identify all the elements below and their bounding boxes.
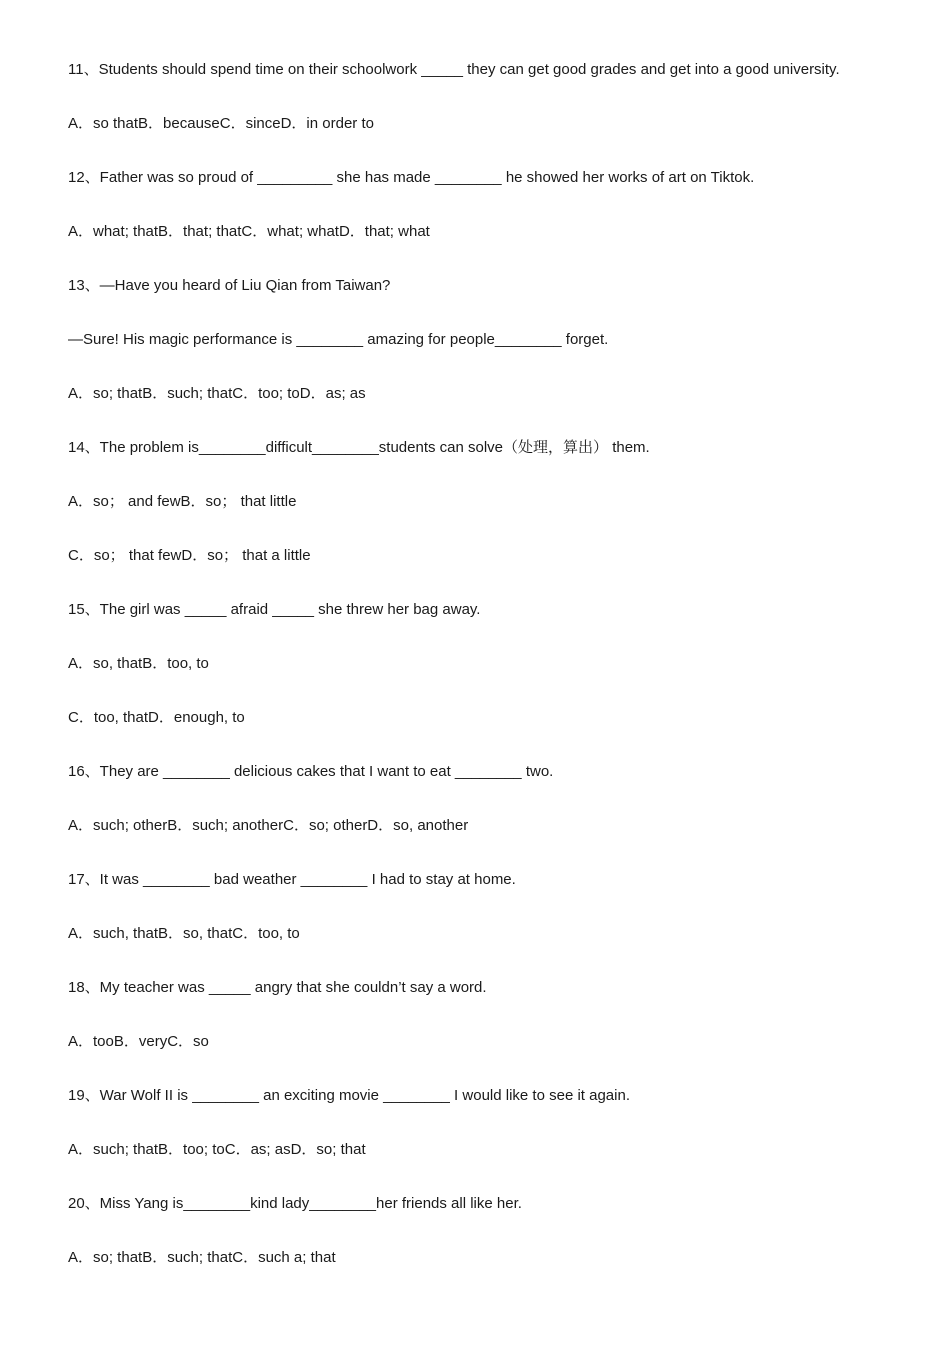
- options-13: A．so; thatB．such; thatC．too; toD．as; as: [68, 385, 366, 402]
- question-13-reply: —Sure! His magic performance is ________ amazing for people________ forget.: [68, 331, 609, 348]
- question-17: 17、It was ________ bad weather ________ I had to stay at home.: [68, 871, 516, 888]
- options-15-ab: A．so, thatB．too, to: [68, 655, 209, 672]
- question-20: 20、Miss Yang is________kind lady________her friends all like her.: [68, 1195, 522, 1212]
- options-14-ab: A．so； and fewB．so； that little: [68, 493, 297, 510]
- options-15-cd: C．too, thatD．enough, to: [68, 709, 245, 726]
- question-13: 13、—Have you heard of Liu Qian from Taiwan?: [68, 277, 391, 294]
- question-19: 19、War Wolf II is ________ an exciting movie ________ I would like to see it again.: [68, 1087, 630, 1104]
- question-15: 15、The girl was _____ afraid _____ she threw her bag away.: [68, 601, 481, 618]
- options-12: A．what; thatB．that; thatC．what; whatD．that; what: [68, 223, 430, 240]
- question-18: 18、My teacher was _____ angry that she couldn’t say a word.: [68, 979, 487, 996]
- options-11: A．so thatB．becauseC．sinceD．in order to: [68, 115, 374, 132]
- question-14: 14、The problem is________difficult________students can solve（处理，算出） them.: [68, 439, 650, 456]
- question-16: 16、They are ________ delicious cakes that I want to eat ________ two.: [68, 763, 554, 780]
- options-20: A．so; thatB．such; thatC．such a; that: [68, 1249, 336, 1266]
- question-12: 12、Father was so proud of _________ she has made ________ he showed her works of art on Tiktok.: [68, 169, 755, 186]
- options-16: A．such; otherB．such; anotherC．so; otherD．so, another: [68, 817, 469, 834]
- options-14-cd: C．so； that fewD．so； that a little: [68, 547, 311, 564]
- options-18: A．tooB．veryC．so: [68, 1033, 209, 1050]
- question-11: 11、Students should spend time on their schoolwork _____ they can get good grades and get into a good university.: [68, 61, 840, 78]
- options-17: A．such, thatB．so, thatC．too, to: [68, 925, 300, 942]
- options-19: A．such; thatB．too; toC．as; asD．so; that: [68, 1141, 366, 1158]
